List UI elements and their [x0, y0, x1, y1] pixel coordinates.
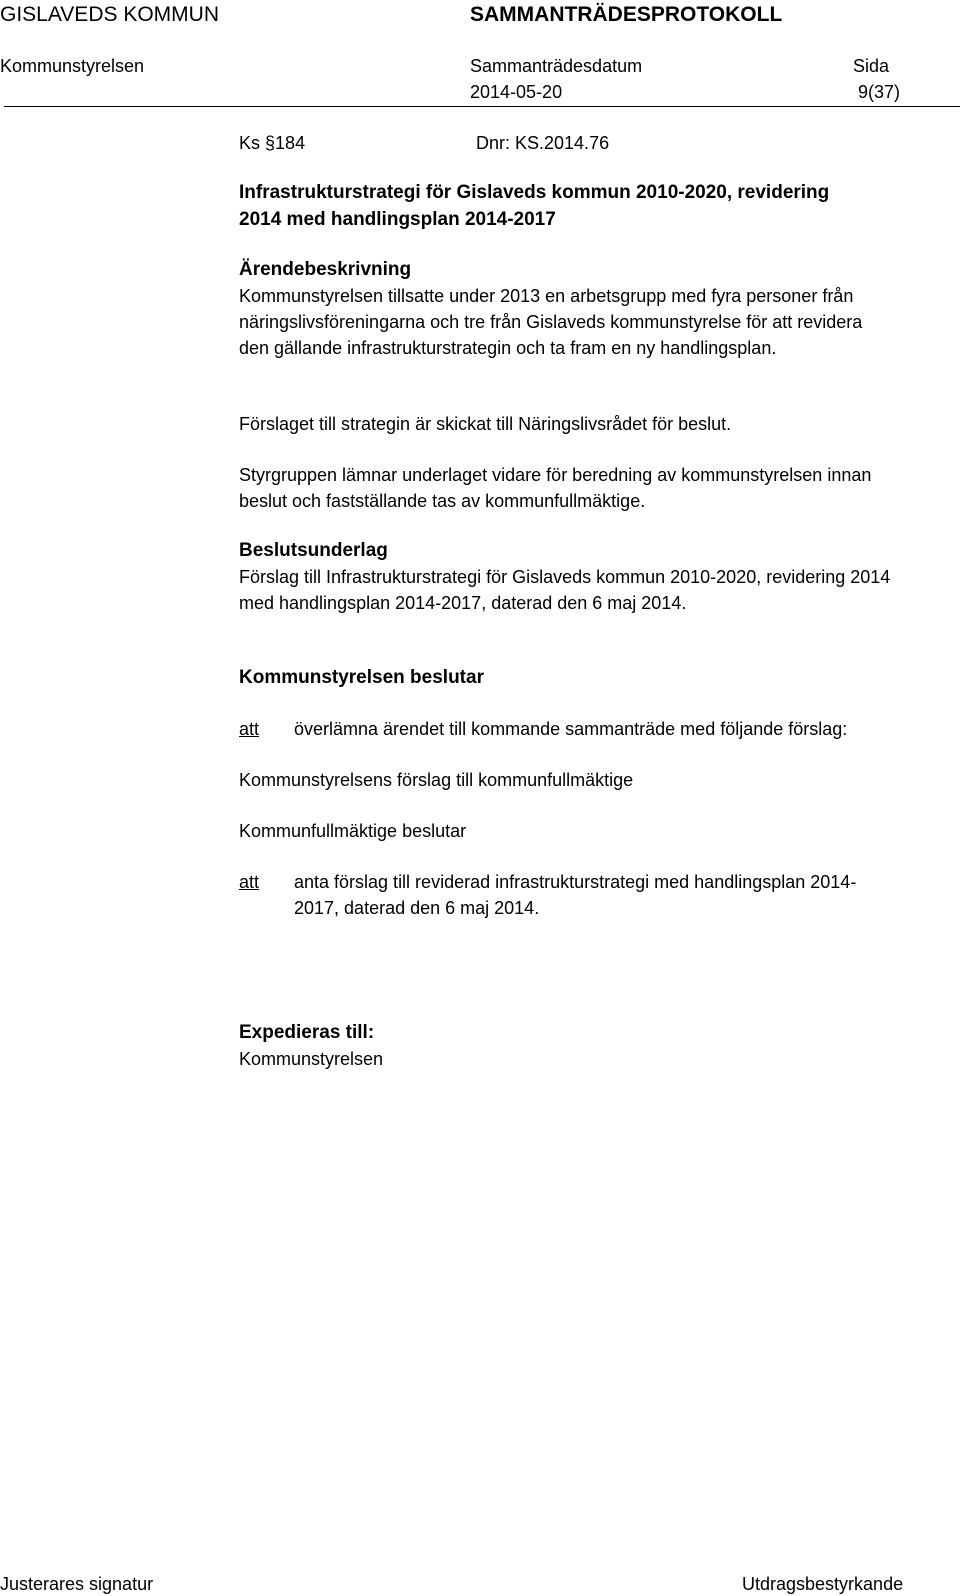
page-label: Sida	[853, 56, 890, 76]
footer-utdragsbestyrkande: Utdragsbestyrkande	[742, 1574, 904, 1594]
case-section-number	[239, 130, 305, 156]
arendebeskrivning-paragraph-2: Förslaget till strategin är skickat till Näringslivsrådet för beslut.	[239, 414, 732, 434]
beslut-sub-heading-1: Kommunstyrelsens förslag till kommunfullmäktige	[239, 770, 634, 790]
case-title-line2: 2014 med handlingsplan 2014-2017	[239, 209, 556, 230]
case-title-line1: Infrastrukturstrategi för Gislaveds kommun 2010-2020, revidering	[239, 182, 830, 203]
beslut-att-2: att	[239, 872, 260, 892]
page-value: 9(37)	[858, 82, 901, 102]
section-sign: §	[265, 133, 276, 153]
header-divider	[4, 106, 960, 107]
municipality-name: GISLAVEDS KOMMUN	[0, 3, 219, 26]
arendebeskrivning-heading: Ärendebeskrivning	[239, 259, 412, 280]
date-label: Sammanträdesdatum	[470, 56, 643, 76]
arendebeskrivning-paragraph-1: Kommunstyrelsen tillsatte under 2013 en arbetsgrupp med fyra personer från näringslivsföreningarna och tre från Gislaveds kommunstyrelse för att revidera den gällande infrastrukturstrategin och ta fram en ny handlingsplan.	[239, 286, 863, 358]
beslut-att-1: att	[239, 719, 260, 739]
body-name: Kommunstyrelsen	[0, 56, 145, 76]
expedieras-recipient: Kommunstyrelsen	[239, 1049, 384, 1069]
beslut-heading: Kommunstyrelsen beslutar	[239, 667, 484, 688]
dnr-number: Dnr: KS.2014.76	[476, 133, 610, 153]
case-number: 184	[275, 133, 306, 153]
beslut-sub-heading-2: Kommunfullmäktige beslutar	[239, 821, 467, 841]
arendebeskrivning-paragraph-3: Styrgruppen lämnar underlaget vidare för beredning av kommunstyrelsen innan beslut och fastställande tas av kommunfullmäktige.	[239, 465, 872, 511]
beslut-text-2: anta förslag till reviderad infrastrukturstrategi med handlingsplan 2014-2017, daterad den 6 maj 2014.	[294, 872, 857, 918]
beslutsunderlag-text: Förslag till Infrastrukturstrategi för Gislaveds kommun 2010-2020, revidering 2014 med handlingsplan 2014-2017, daterad den 6 maj 2014.	[239, 567, 891, 613]
footer-justerares-signatur: Justerares signatur	[0, 1574, 154, 1594]
beslutsunderlag-heading: Beslutsunderlag	[239, 540, 388, 561]
case-prefix: Ks	[239, 133, 261, 153]
document-type: SAMMANTRÄDESPROTOKOLL	[470, 3, 783, 26]
beslut-text-1: överlämna ärendet till kommande sammanträde med följande förslag:	[294, 719, 848, 739]
expedieras-heading: Expedieras till:	[239, 1022, 375, 1043]
date-value: 2014-05-20	[470, 82, 563, 102]
